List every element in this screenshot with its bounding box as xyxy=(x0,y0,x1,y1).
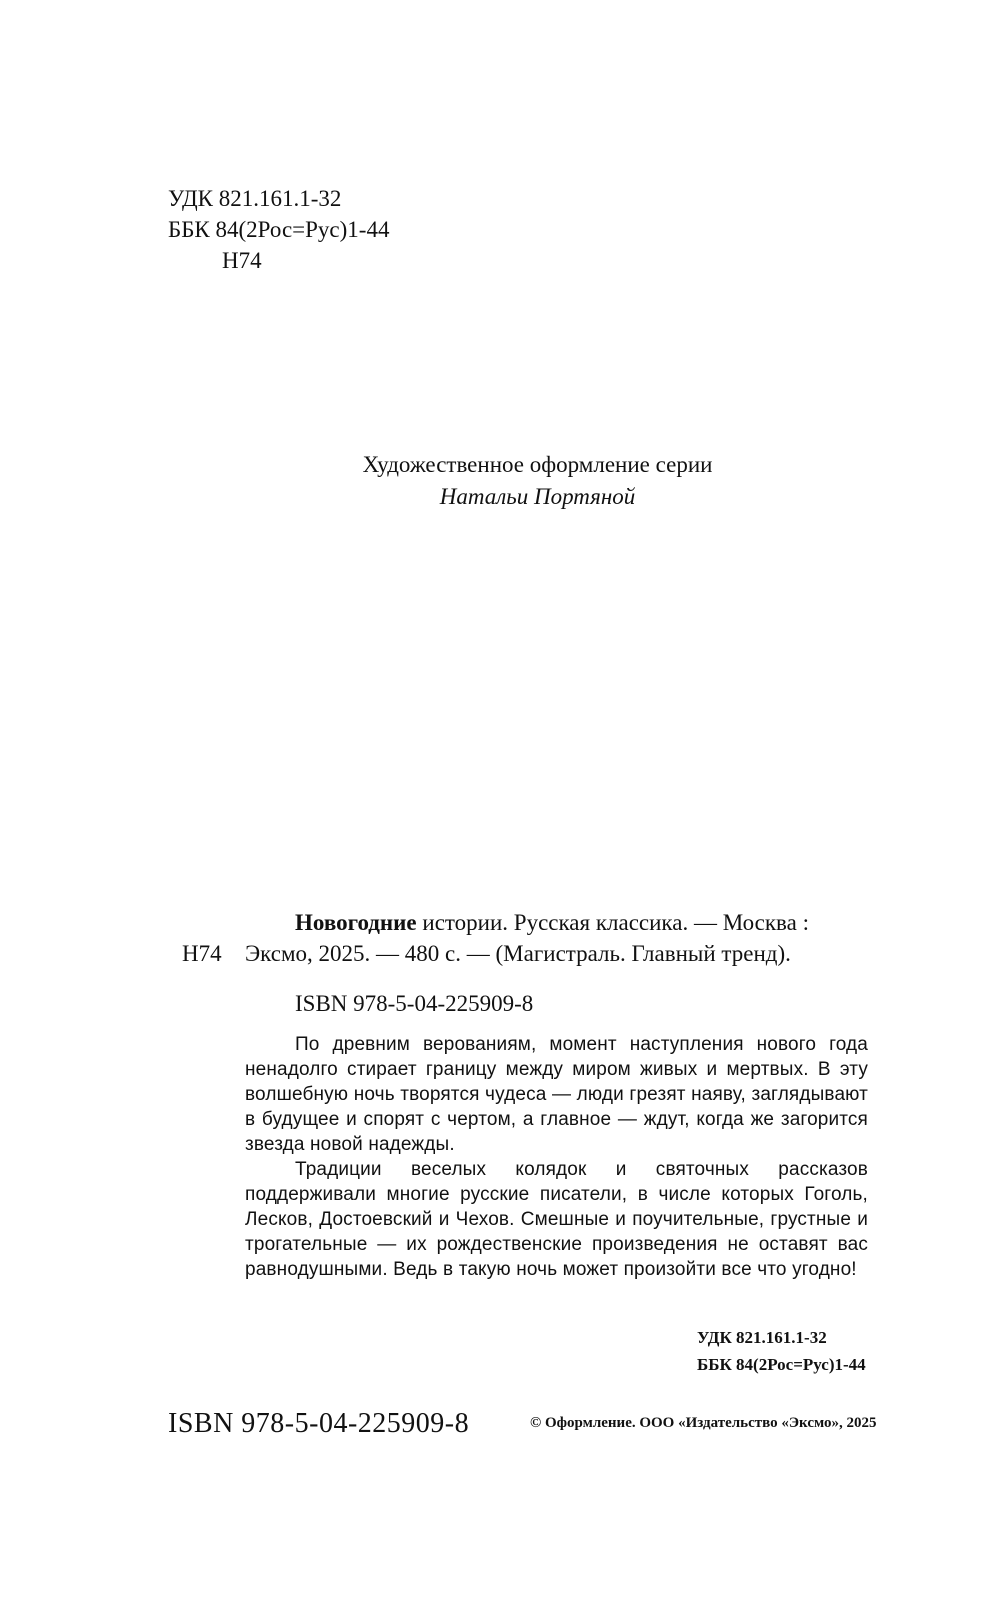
bibliographic-publisher-line: Эксмо, 2025. — 480 с. — (Магистраль. Главный тренд). xyxy=(245,941,791,966)
classification-udk: УДК 821.161.1-32 xyxy=(697,1328,827,1347)
art-design-title: Художественное оформление серии xyxy=(362,452,713,477)
book-title-rest: истории. Русская классика. — Москва : xyxy=(416,910,809,935)
bibliographic-isbn: ISBN 978-5-04-225909-8 xyxy=(295,991,534,1016)
annotation-paragraph-1: По древним верованиям, момент наступления нового года ненадолго стирает границу между миром живых и мертвых. В эту волшебную ночь творятся чудеса — люди грезят наяву, заглядывают в будущее и спорят с чертом, а главное — ждут, когда же загорится звезда новой надежды. xyxy=(245,1034,868,1155)
bibliographic-author-sign: Н74 xyxy=(182,941,222,966)
book-title-bold: Новогодние xyxy=(295,910,417,935)
isbn-footer: ISBN 978-5-04-225909-8 xyxy=(168,1408,470,1439)
classification-bbk: ББК 84(2Рос=Рус)1-44 xyxy=(697,1355,866,1374)
art-designer-name: Натальи Портяной xyxy=(439,484,636,509)
annotation xyxy=(245,1032,868,1282)
copyright-notice: © Оформление. ООО «Издательство «Эксмо», 2025 xyxy=(530,1415,877,1431)
bibliographic-title-line xyxy=(295,909,809,937)
bbk-code: ББК 84(2Рос=Рус)1-44 xyxy=(168,217,390,242)
annotation-paragraph-2: Традиции веселых колядок и святочных рассказов поддерживали многие русские писатели, в числе которых Гоголь, Лесков, Достоевский и Чехов. Смешные и поучительные, грустные и трогательные — их рождественские произведения не оставят вас равнодушными. Ведь в такую ночь может произойти все что угодно! xyxy=(245,1159,868,1280)
author-sign: Н74 xyxy=(222,248,262,273)
udk-code: УДК 821.161.1-32 xyxy=(168,186,342,211)
